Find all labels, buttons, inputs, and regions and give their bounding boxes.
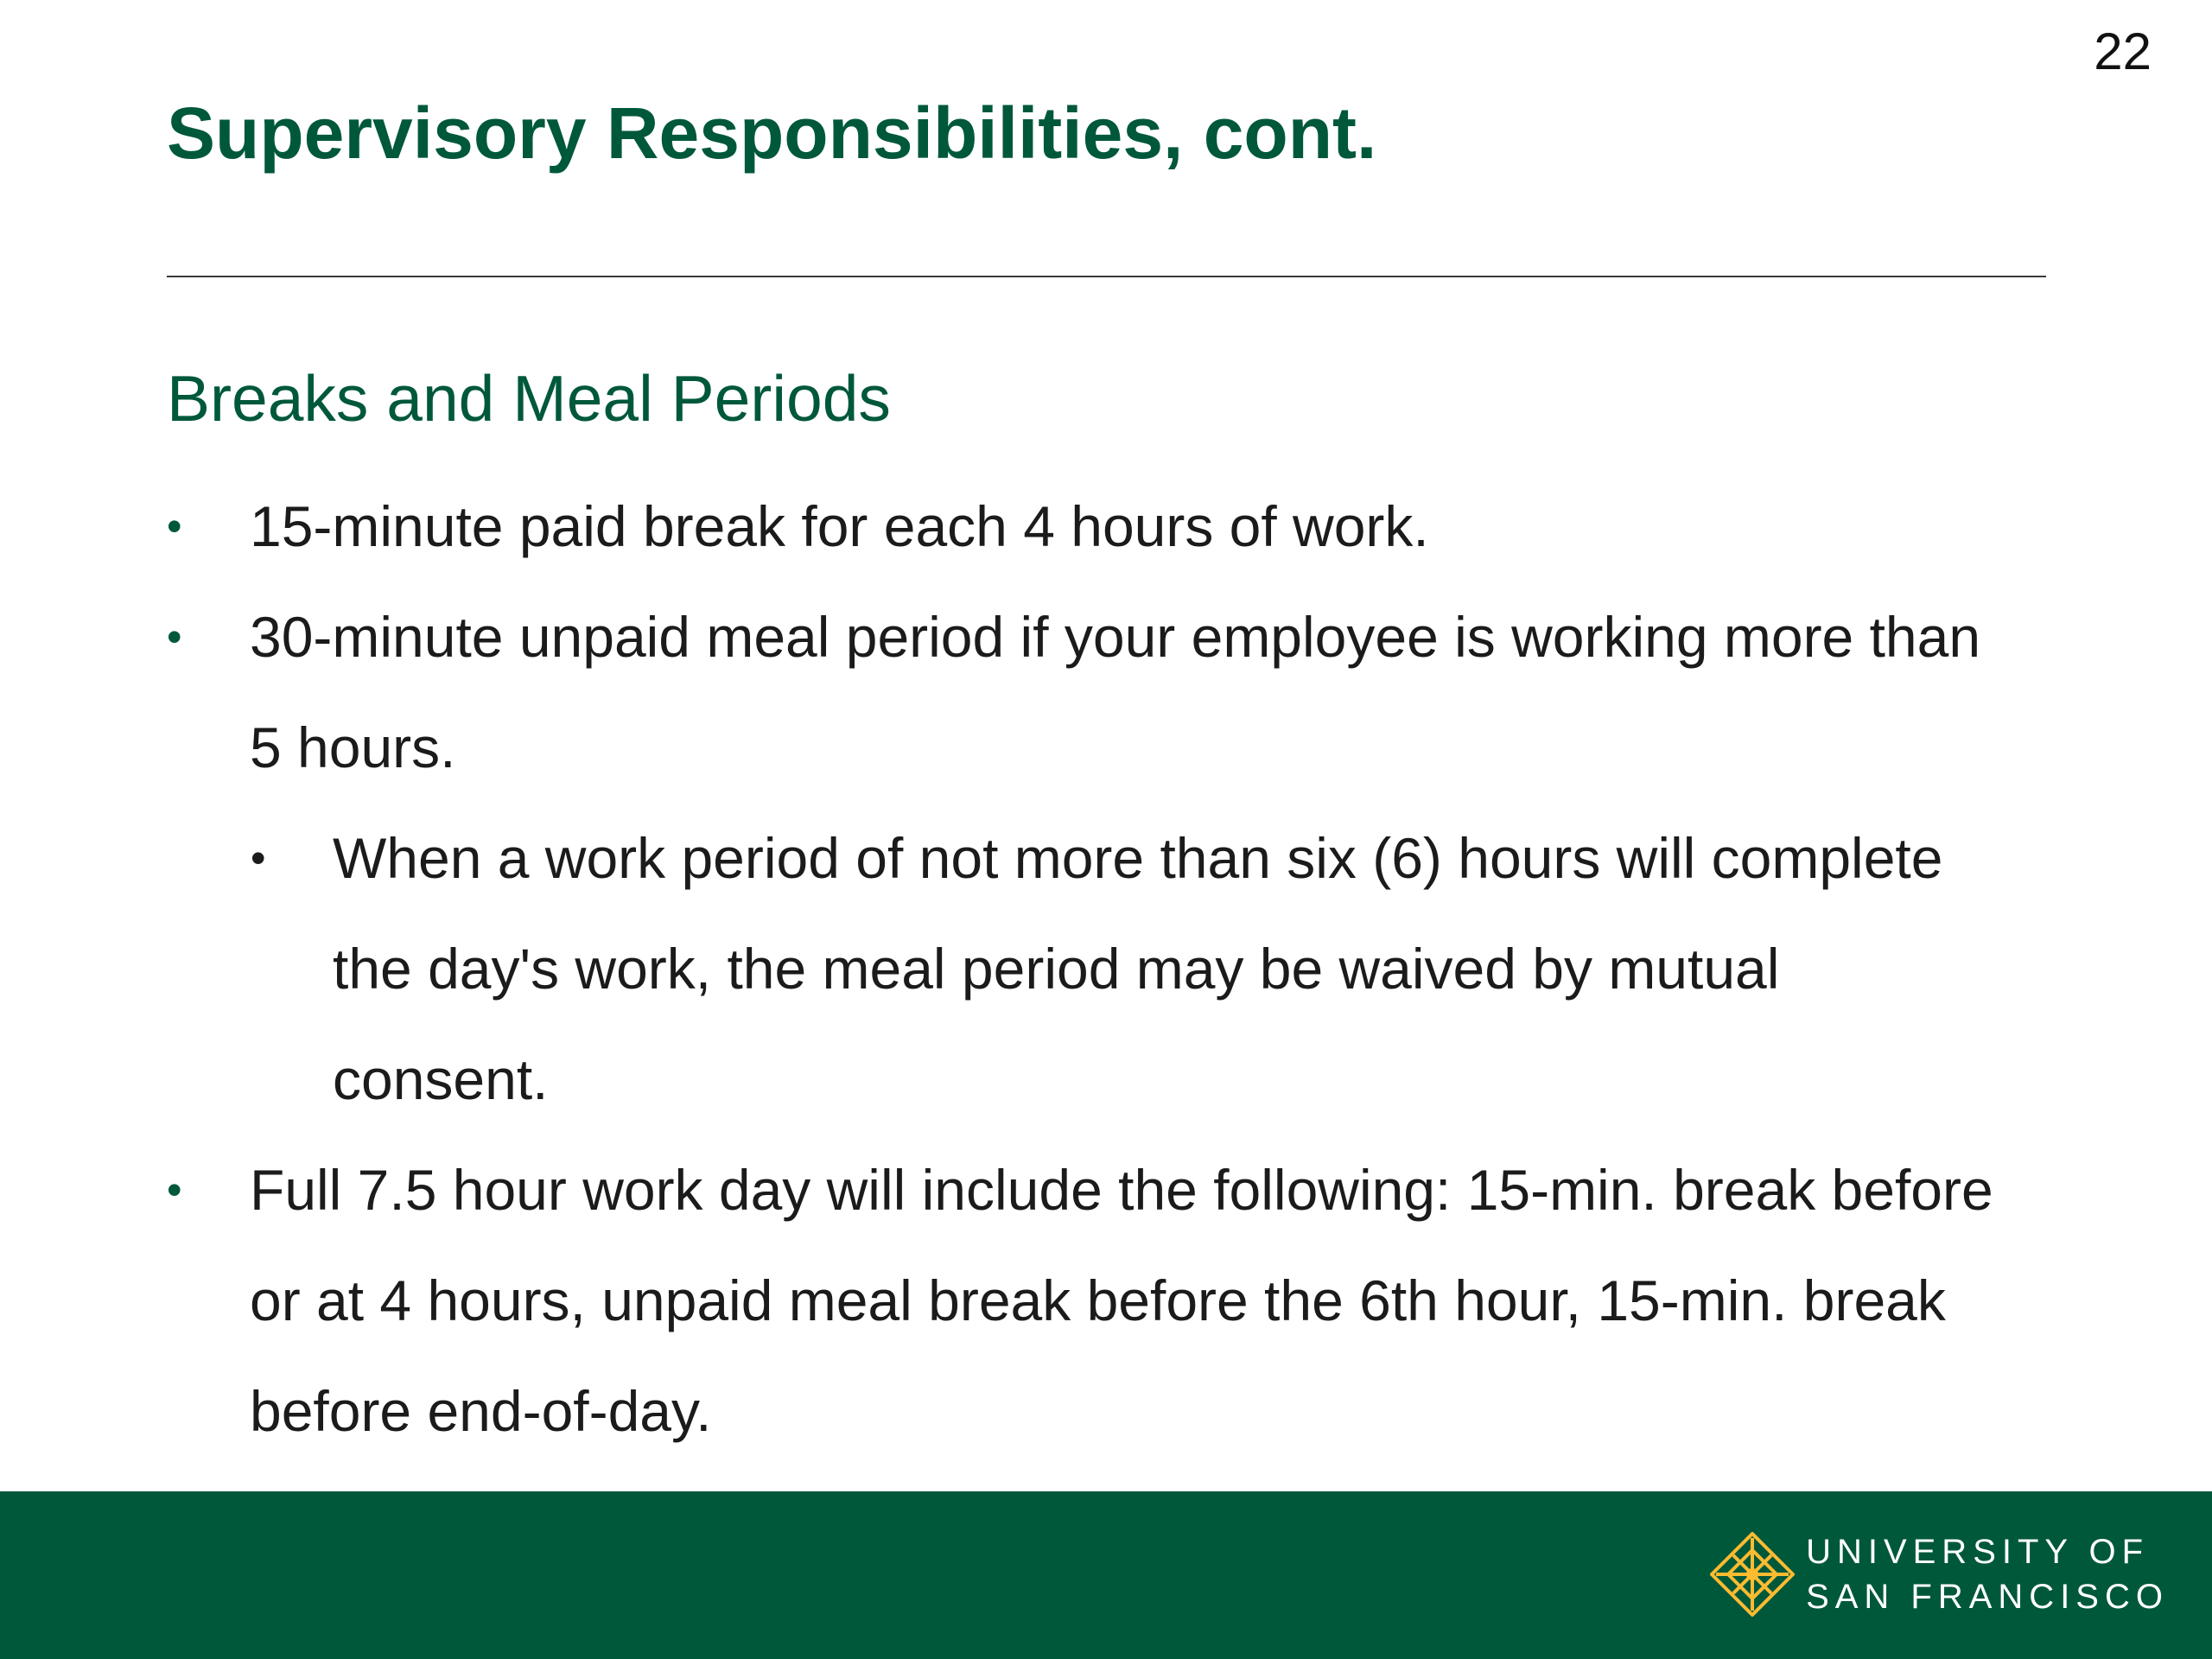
slide-title: Supervisory Responsibilities, cont. [167,92,1377,174]
title-divider [167,276,2046,277]
bullet-item [0,582,1995,803]
footer-band [0,1491,2212,1659]
bullet-marker: • [167,613,182,661]
logo-line-1: UNIVERSITY OF [1806,1533,2150,1571]
bullet-marker: • [251,834,266,882]
logo-line-2: SAN FRANCISCO [1806,1578,2169,1616]
usf-seal-icon [1709,1531,1796,1618]
bullet-list [0,471,2212,1466]
university-logo [1709,1529,2169,1619]
bullet-marker: • [167,1166,182,1214]
bullet-text: 15-minute paid break for each 4 hours of work. [250,494,1429,558]
logo-wordmark [1806,1529,2169,1619]
bullet-item [0,471,1995,582]
page-number: 22 [2094,22,2152,80]
bullet-marker: • [167,502,182,550]
bullet-text: When a work period of not more than six (6) hours will complete the day's work, the meal period may be waived by mutual consent. [333,826,1943,1111]
bullet-item [0,1135,1995,1466]
bullet-text: 30-minute unpaid meal period if your employee is working more than 5 hours. [250,605,1981,779]
section-heading: Breaks and Meal Periods [167,362,891,435]
sub-bullet-item [0,803,1992,1135]
bullet-text: Full 7.5 hour work day will include the following: 15-min. break before or at 4 hours, unpaid meal break before the 6th hour, 15-min. break before end-of-day. [250,1158,1993,1443]
